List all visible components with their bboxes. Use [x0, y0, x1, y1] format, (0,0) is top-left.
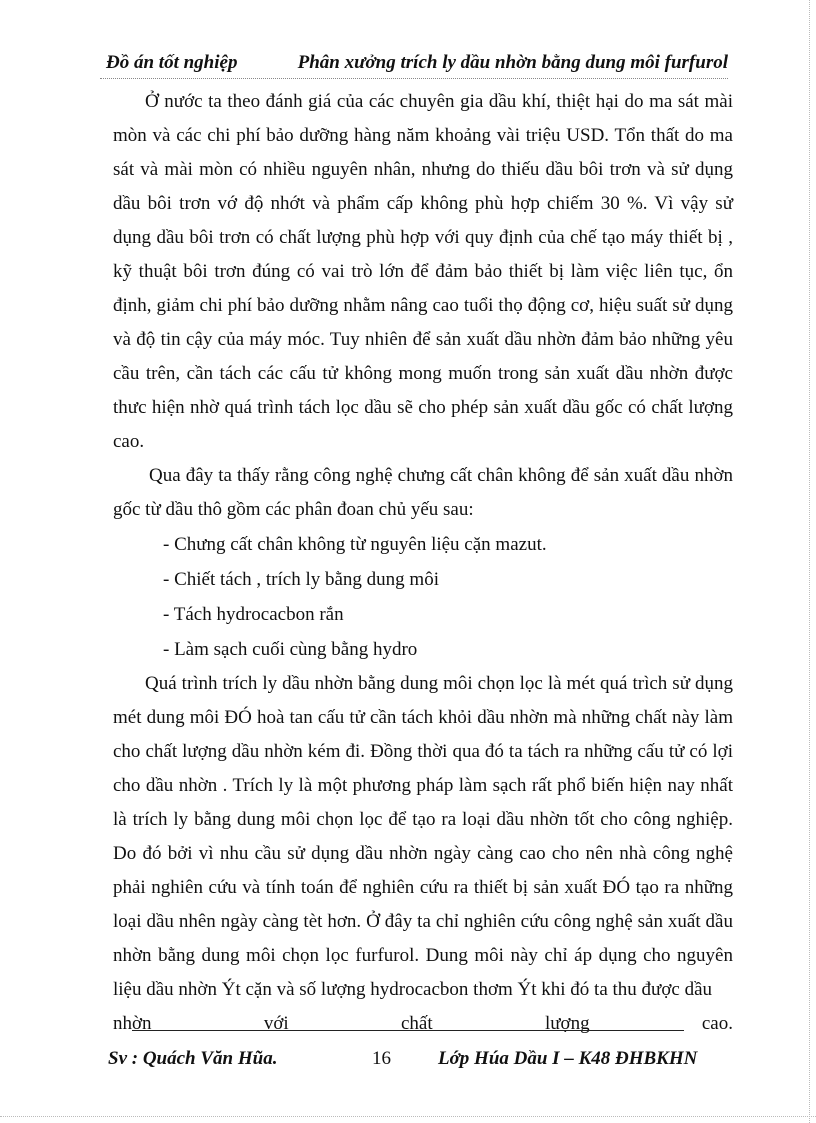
paragraph-3-last-line: nhờn với chất lượng cao.: [113, 1013, 733, 1034]
list-item: - Tách hydrocacbon rắn: [163, 604, 344, 625]
page-edge-right: [809, 0, 810, 1123]
paragraph-1: Ở nước ta theo đánh giá của các chuyên gia dầu khí, thiệt hại do ma sát mài mòn và các chi phí bảo dưỡng hàng năm khoảng vài triệu USD. Tổn thất do ma sát và mài mòn có nhiều nguyên nhân, nhưng do thiếu dầu bôi trơn và sử dụng dầu bôi trơn vớ độ nhớt và phẩm cấp không phù hợp chiếm 30 %. Vì vậy sử dụng dầu bôi trơn có chất lượng phù hợp với quy định của chế tạo máy thiết bị , kỹ thuật bôi trơn đúng có vai trò lớn để đảm bảo thiết bị làm việc liên tục, ổn định, giảm chi phí bảo dưỡng nhằm nâng cao tuổi thọ động cơ, hiệu suất sử dụng và độ tin cậy của máy móc. Tuy nhiên để sản xuất dầu nhờn đảm bảo những yêu cầu trên, cần tách các cấu tử không mong muốn trong sản xuất dầu nhờn được thưc hiện nhờ quá trình tách lọc dầu sẽ cho phép sản xuất dầu gốc có chất lượng cao.: [113, 91, 733, 452]
list-item: - Chưng cất chân không từ nguyên liệu cặn mazut.: [163, 534, 547, 555]
page-edge-bottom: [0, 1116, 816, 1117]
paragraph-3: Quá trình trích ly dầu nhờn bằng dung môi chọn lọc là mét quá trìch sử dụng mét dung môi ĐÓ hoà tan cấu tử cần tách khỏi dầu nhờn mà những chất này làm cho chất lượng dầu nhờn kém đi. Đồng thời qua đó ta tách ra những cấu tử có lợi cho dầu nhờn . Trích ly là một phương pháp làm sạch rất phổ biến hiện nay nhất là trích ly bằng dung môi chọn lọc để tạo ra loại dầu nhờn tốt cho công nghiệp. Do đó bởi vì nhu cầu sử dụng dầu nhờn ngày càng cao cho nên nhà công nghệ phải nghiên cứu và tính toán để nghiên cứu ra thiết bị sản xuất ĐÓ tạo ra những loại dầu nhên ngày càng tèt hơn. Ở đây ta chỉ nghiên cứu công nghệ sản xuất dầu nhờn bằng dung môi chọn lọc furfurol. Dung môi này chỉ áp dụng cho nguyên liệu dầu nhờn Ýt cặn và số lượng hydrocacbon thơm Ýt khi đó ta thu được dầu: [113, 673, 733, 1000]
header-left-title: Đồ án tốt nghiệp: [106, 52, 238, 73]
list-item: - Chiết tách , trích ly bằng dung môi: [163, 569, 439, 590]
document-body: [113, 85, 733, 1041]
page-number: 16: [372, 1048, 391, 1069]
header-right-title: Phân xưởng trích ly dầu nhờn bằng dung môi furfurol: [297, 52, 728, 73]
footer-student: Sv : Quách Văn Hũa.: [108, 1048, 278, 1069]
page-footer: [108, 1048, 728, 1076]
page-header: [100, 50, 728, 79]
bullet-list: [113, 527, 733, 667]
footer-divider: [132, 1030, 684, 1031]
footer-class-info: Lớp Húa Dầu I – K48 ĐHBKHN: [438, 1048, 698, 1069]
list-item: - Làm sạch cuối cùng bằng hydro: [163, 639, 418, 660]
paragraph-2: Qua đây ta thấy rằng công nghệ chưng cất chân không để sản xuất dầu nhờn gốc từ dầu thô gồm các phân đoan chủ yếu sau:: [113, 465, 733, 520]
